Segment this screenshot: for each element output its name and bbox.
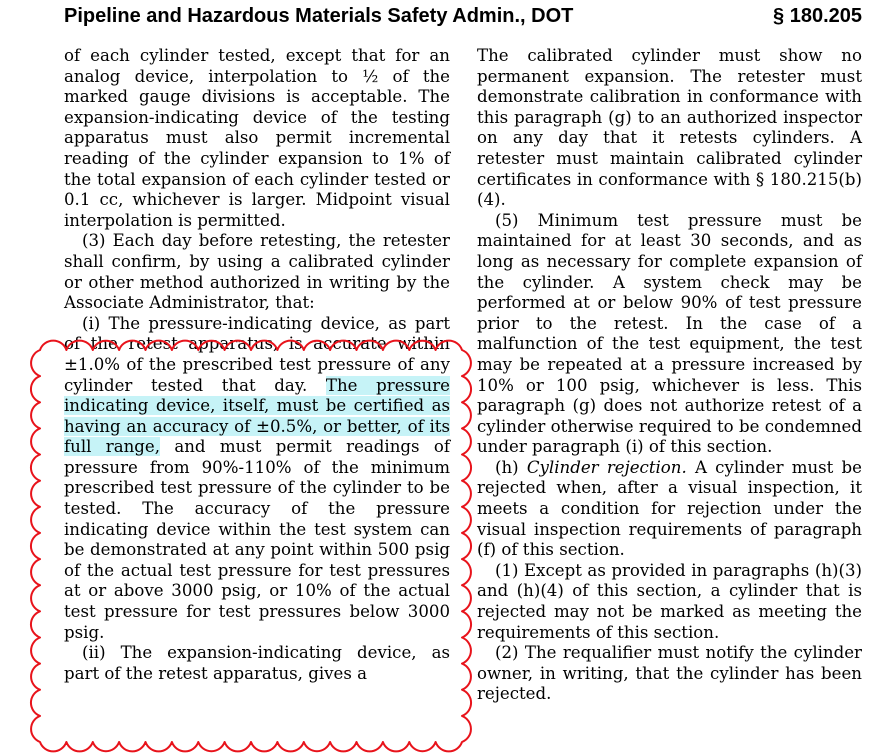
paragraph-3-before-highlight: (i) The pressure-indicating device, as part of the retest apparatus, is accurate within ±1.0% of the prescribed test pressure of any cylinder tested that day. (64, 313, 450, 395)
running-header (64, 2, 862, 30)
left-paragraph-3 (64, 314, 450, 644)
paragraph-title: Cylinder rejection. (526, 457, 687, 477)
right-paragraph-2: (5) Minimum test pressure must be maintained for at least 30 seconds, and as long as necessary for complete expansion of the cylinder. A system check may be performed at or below 90% of test pressure prior to the retest. In the case of a malfunction of the test equipment, the test may be repeated at a pressure increased by 10% or 100 psig, whichever is less. This paragraph (g) does not authorize retest of a cylinder otherwise required to be condemned under paragraph (i) of this section. (477, 210, 862, 457)
paragraph-3-after-highlight: and must permit readings of pressure from 90%-110% of the minimum prescribed test pressure of the cylinder to be tested. The accuracy of the pressure indicating device within the test system can be demonstrated at any point within 500 psig of the actual test pressure for test pressures at or above 3000 psig, or 10% of the actual test pressure for test pressures below 3000 psig. (64, 437, 451, 642)
left-paragraph-2: (3) Each day before retesting, the retester shall confirm, by using a calibrated cylinder or other method authorized in writing by the Associate Administrator, that: (64, 231, 450, 313)
paragraph-body: A cylinder must be rejected when, after a visual inspection, it meets a condition for rejection under the visual inspection requirements of paragraph (f) of this section. (477, 457, 862, 560)
header-agency-title: Pipeline and Hazardous Materials Safety Admin., DOT (64, 5, 574, 27)
right-paragraph-4: (1) Except as provided in paragraphs (h)(3) and (h)(4) of this section, a cylinder that is rejected may not be marked as meeting the requirements of this section. (477, 560, 862, 642)
right-paragraph-1: The calibrated cylinder must show no permanent expansion. The retester must demonstrate calibration in conformance with this paragraph (g) to an authorized inspector on any day that it retests cylinders. A retester must maintain calibrated cylinder certificates in conformance with § 180.215(b)(4). (477, 46, 862, 210)
right-column (477, 46, 862, 705)
header-section-number: § 180.205 (773, 5, 862, 27)
left-paragraph-1: of each cylinder tested, except that for an analog device, interpolation to ½ of the marked gauge divisions is acceptable. The expansion-indicating device of the testing apparatus must also permit incremental reading of the cylinder expansion to 1% of the total expansion of each cylinder tested or 0.1 cc, whichever is larger. Midpoint visual interpolation is permitted. (64, 46, 450, 230)
left-column (64, 46, 450, 684)
right-paragraph-5: (2) The requalifier must notify the cylinder owner, in writing, that the cylinder has been rejected. (477, 643, 862, 704)
left-paragraph-4: (ii) The expansion-indicating device, as part of the retest apparatus, gives a (64, 643, 450, 683)
paragraph-label: (h) (495, 457, 519, 477)
right-paragraph-3 (477, 458, 862, 561)
highlighted-text[interactable]: The pressure indicating device, itself, must be certified as having an accuracy of ±0.5%, or better, of its full range, (64, 375, 450, 457)
